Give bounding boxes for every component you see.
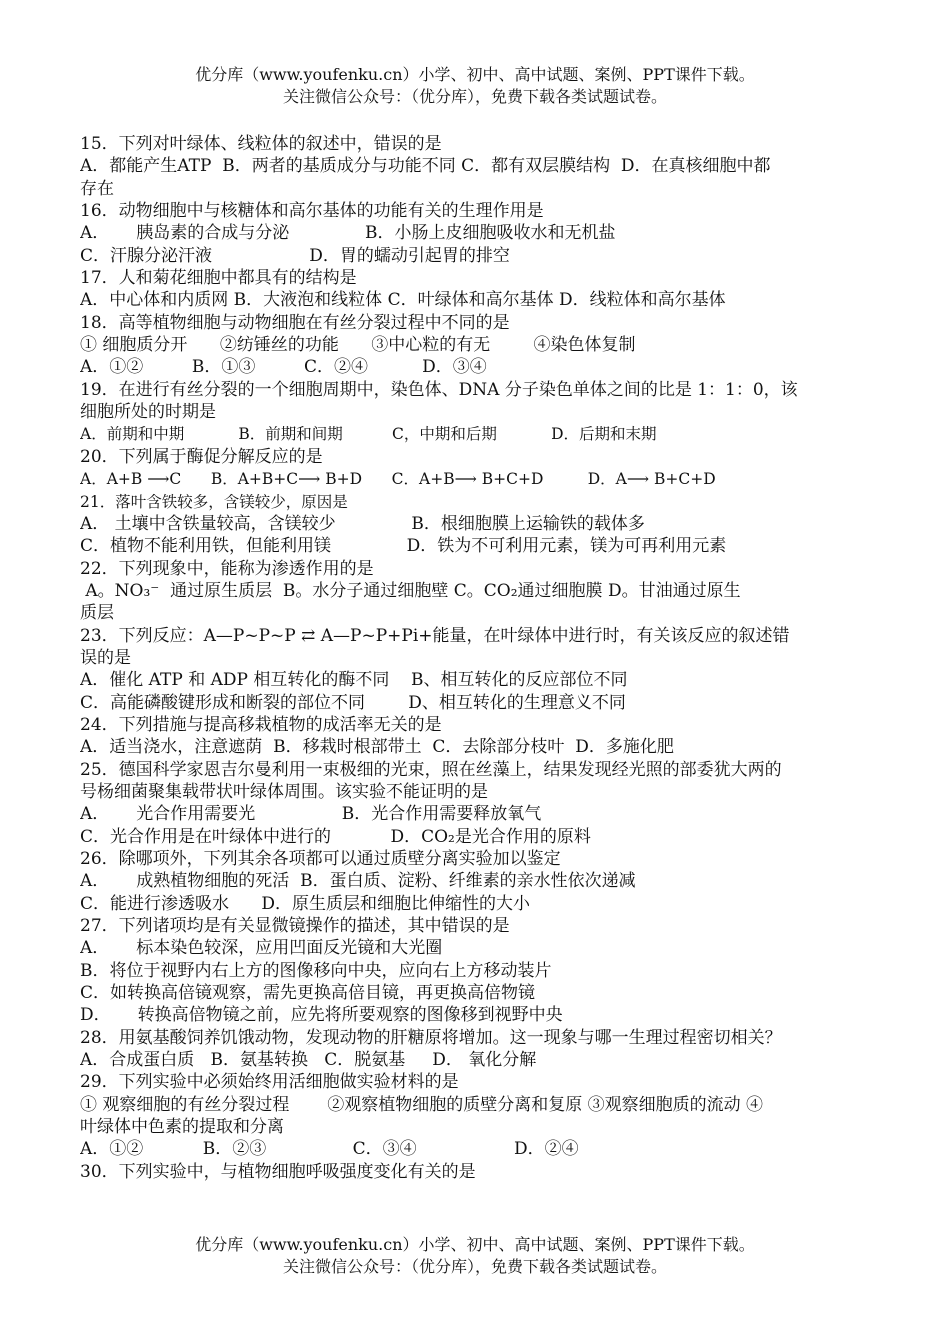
text-line: 30．下列实验中，与植物细胞呼吸强度变化有关的是 bbox=[80, 1161, 476, 1182]
text-line: A． 光合作用需要光 B．光合作用需要释放氧气 bbox=[80, 804, 542, 825]
text-line: A．①② B．①③ C．②④ D．③④ bbox=[80, 357, 487, 378]
text-line: C．植物不能利用铁，但能利用镁 D．铁为不可利用元素，镁为可再利用元素 bbox=[80, 536, 727, 557]
text-line: C．高能磷酸键形成和断裂的部位不同 D、相互转化的生理意义不同 bbox=[80, 692, 626, 713]
text-line: 20．下列属于酶促分解反应的是 bbox=[80, 446, 323, 467]
text-line: A．①② B．②③ C．③④ D．②④ bbox=[80, 1139, 579, 1160]
text-line: 细胞所处的时期是 bbox=[80, 402, 216, 423]
text-line: 16．动物细胞中与核糖体和高尔基体的功能有关的生理作用是 bbox=[80, 201, 544, 222]
text-line: A．合成蛋白质 B．氨基转换 C．脱氨基 D． 氧化分解 bbox=[80, 1050, 537, 1071]
text-line: C．能进行渗透吸水 D．原生质层和细胞比伸缩性的大小 bbox=[80, 893, 531, 914]
text-line: A． 成熟植物细胞的死活 B．蛋白质、淀粉、纤维素的亲水性依次递减 bbox=[80, 871, 636, 892]
text-line: 叶绿体中色素的提取和分离 bbox=[80, 1117, 284, 1138]
text-line: 15．下列对叶绿体、线粒体的叙述中，错误的是 bbox=[80, 134, 442, 154]
text-line: 19．在进行有丝分裂的一个细胞周期中，染色体、DNA 分子染色单体之间的比是 1：1：0，该 bbox=[80, 379, 798, 400]
text-line: A． 标本染色较深，应用凹面反光镜和大光圈 bbox=[80, 938, 443, 959]
text-line: 17．人和菊花细胞中都具有的结构是 bbox=[80, 268, 357, 289]
text-line: C．汗腺分泌汗液 D．胃的蠕动引起胃的排空 bbox=[80, 245, 510, 266]
footer-line-2: 关注微信公众号：（优分库），免费下载各类试题试卷。 bbox=[282, 1257, 667, 1276]
text-line: 21．落叶含铁较多，含镁较少，原因是 bbox=[80, 492, 348, 511]
question-text bbox=[80, 133, 880, 1183]
text-line: 18．高等植物细胞与动物细胞在有丝分裂过程中不同的是 bbox=[80, 312, 510, 333]
header-line-1: 优分库（www.youfenku.cn）小学、初中、高中试题、案例、PPT课件下载。 bbox=[195, 65, 755, 84]
text-line: 号杨细菌聚集载带状叶绿体周围。该实验不能证明的是 bbox=[80, 781, 488, 802]
text-line: 27．下列诸项均是有关显微镜操作的描述，其中错误的是 bbox=[80, 916, 510, 937]
text-line: 24．下列措施与提高移栽植物的成活率无关的是 bbox=[80, 714, 442, 735]
page-header bbox=[0, 64, 950, 108]
footer-line-1: 优分库（www.youfenku.cn）小学、初中、高中试题、案例、PPT课件下载。 bbox=[195, 1235, 755, 1254]
text-line: 29．下列实验中必须始终用活细胞做实验材料的是 bbox=[80, 1072, 459, 1093]
text-line: ① 细胞质分开 ②纺锤丝的功能 ③中心粒的有无 ④染色体复制 bbox=[80, 335, 636, 356]
text-line: A． 胰岛素的合成与分泌 B．小肠上皮细胞吸收水和无机盐 bbox=[80, 223, 616, 244]
text-line: C．如转换高倍镜观察，需先更换高倍目镜，再更换高倍物镜 bbox=[80, 983, 536, 1004]
page-footer bbox=[0, 1234, 950, 1278]
text-line: C．光合作用是在叶绿体中进行的 D．CO₂是光合作用的原料 bbox=[80, 826, 591, 847]
text-line: 26．除哪项外，下列其余各项都可以通过质壁分离实验加以鉴定 bbox=[80, 849, 561, 869]
text-line: 存在 bbox=[80, 178, 114, 199]
text-line: 质层 bbox=[80, 603, 114, 624]
header-line-2: 关注微信公众号：（优分库），免费下载各类试题试卷。 bbox=[282, 87, 667, 106]
text-line: A．A+B ⟶C B．A+B+C⟶ B+D C．A+B⟶ B+C+D D．A⟶ B+C+D bbox=[80, 470, 716, 489]
text-line: 23．下列反应：A—P~P~P ⇄ A—P~P+Pi+能量，在叶绿体中进行时，有关该反应的叙述错 bbox=[80, 625, 790, 646]
text-line: A．催化 ATP 和 ADP 相互转化的酶不同 B、相互转化的反应部位不同 bbox=[80, 670, 628, 691]
text-line: A．前期和中期 B．前期和间期 C，中期和后期 D．后期和末期 bbox=[80, 425, 657, 444]
text-line: 25．德国科学家恩吉尔曼利用一束极细的光束，照在丝藻上，结果发现经光照的部委犹大两的 bbox=[80, 759, 782, 780]
text-line: A． 土壤中含铁量较高，含镁较少 B．根细胞膜上运输铁的载体多 bbox=[80, 513, 645, 534]
text-line: A．适当浇水，注意遮荫 B．移栽时根部带土 C．去除部分枝叶 D．多施化肥 bbox=[80, 737, 674, 758]
text-line: B．将位于视野内右上方的图像移向中央，应向右上方移动装片 bbox=[80, 960, 552, 981]
text-line: 误的是 bbox=[80, 647, 131, 668]
text-line: 22．下列现象中，能称为渗透作用的是 bbox=[80, 558, 374, 579]
text-line: ① 观察细胞的有丝分裂过程 ②观察植物细胞的质壁分离和复原 ③观察细胞质的流动 ④ bbox=[80, 1094, 764, 1115]
text-line: A．都能产生ATP B．两者的基质成分与功能不同 C．都有双层膜结构 D．在真核细胞中都 bbox=[80, 156, 771, 177]
text-line: A．中心体和内质网 B．大液泡和线粒体 C．叶绿体和高尔基体 D．线粒体和高尔基体 bbox=[80, 290, 726, 311]
text-line: A。NO₃⁻ 通过原生质层 B。水分子通过细胞壁 C。CO₂通过细胞膜 D。甘油通过原生 bbox=[80, 580, 741, 601]
text-line: D． 转换高倍物镜之前，应先将所要观察的图像移到视野中央 bbox=[80, 1005, 563, 1026]
text-line: 28．用氨基酸饲养饥饿动物，发现动物的肝糖原将增加。这一现象与哪一生理过程密切相关？ bbox=[80, 1027, 782, 1048]
